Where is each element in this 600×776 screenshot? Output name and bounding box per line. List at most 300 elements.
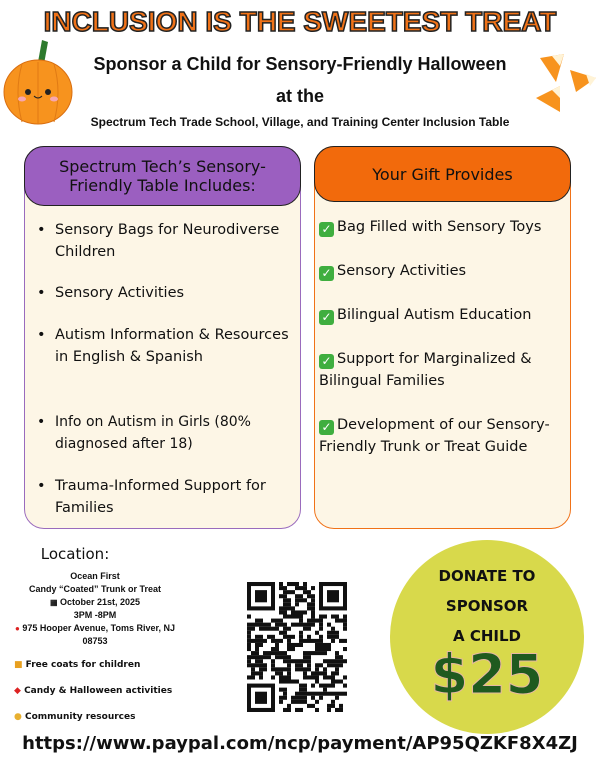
qr-module — [339, 659, 343, 663]
qr-module — [251, 639, 255, 643]
calendar-icon: ▦ — [49, 598, 58, 607]
qr-code[interactable] — [247, 582, 347, 712]
qr-module — [255, 643, 259, 647]
qr-module — [315, 643, 319, 647]
qr-module — [311, 684, 315, 688]
qr-module — [255, 655, 259, 659]
qr-module — [275, 623, 279, 627]
qr-module — [295, 708, 299, 712]
qr-module — [307, 667, 311, 671]
qr-module — [315, 647, 319, 651]
qr-module — [311, 610, 315, 614]
qr-module — [287, 615, 291, 619]
qr-module — [287, 590, 291, 594]
qr-module — [311, 586, 315, 590]
qr-module — [287, 635, 291, 639]
qr-module — [323, 684, 327, 688]
qr-module — [263, 667, 267, 671]
qr-module — [271, 675, 275, 679]
qr-module — [299, 631, 303, 635]
qr-module — [275, 639, 279, 643]
qr-module — [307, 635, 311, 639]
qr-module — [323, 647, 327, 651]
qr-module — [299, 639, 303, 643]
qr-module — [311, 602, 315, 606]
qr-module — [283, 610, 287, 614]
qr-module — [251, 671, 255, 675]
qr-module — [255, 651, 259, 655]
qr-module — [303, 598, 307, 602]
qr-module — [275, 619, 279, 623]
qr-module — [247, 663, 251, 667]
qr-module — [259, 675, 263, 679]
list-item: • Sensory Bags for Neurodiverse Children — [33, 219, 292, 263]
qr-module — [279, 619, 283, 623]
qr-module — [291, 696, 295, 700]
qr-module — [303, 610, 307, 614]
qr-module — [331, 631, 335, 635]
qr-module — [283, 590, 287, 594]
qr-module — [295, 594, 299, 598]
qr-module — [279, 586, 283, 590]
qr-module — [299, 635, 303, 639]
qr-module — [283, 602, 287, 606]
qr-module — [331, 627, 335, 631]
qr-module — [295, 663, 299, 667]
qr-module — [283, 615, 287, 619]
qr-module — [343, 619, 347, 623]
qr-module — [327, 643, 331, 647]
qr-module — [295, 602, 299, 606]
pumpkin-icon — [2, 32, 74, 127]
qr-module — [287, 659, 291, 663]
qr-module — [307, 675, 311, 679]
qr-module — [283, 586, 287, 590]
qr-module — [323, 643, 327, 647]
qr-module — [331, 615, 335, 619]
qr-module — [327, 675, 331, 679]
qr-module — [291, 643, 295, 647]
qr-module — [315, 651, 319, 655]
qr-module — [251, 663, 255, 667]
qr-module — [303, 684, 307, 688]
qr-module — [343, 615, 347, 619]
qr-module — [287, 708, 291, 712]
qr-module — [275, 647, 279, 651]
qr-module — [283, 627, 287, 631]
qr-module — [335, 680, 339, 684]
qr-module — [279, 671, 283, 675]
qr-module — [303, 671, 307, 675]
qr-module — [323, 651, 327, 655]
qr-module — [303, 659, 307, 663]
qr-module — [247, 675, 251, 679]
qr-module — [263, 663, 267, 667]
qr-module — [251, 675, 255, 679]
qr-module — [287, 647, 291, 651]
qr-module — [327, 631, 331, 635]
list-item: • Autism Information & Resources in English & Spanish — [33, 324, 292, 368]
qr-module — [279, 700, 283, 704]
event-address: 975 Hooper Avenue, Toms River, NJ 08753 — [22, 623, 176, 646]
qr-module — [275, 651, 279, 655]
qr-module — [323, 692, 327, 696]
qr-module — [267, 635, 271, 639]
qr-module — [327, 635, 331, 639]
qr-module — [303, 651, 307, 655]
qr-module — [255, 663, 259, 667]
qr-module — [319, 623, 323, 627]
qr-module — [323, 671, 327, 675]
qr-module — [315, 631, 319, 635]
qr-module — [283, 651, 287, 655]
qr-module — [287, 643, 291, 647]
qr-module — [315, 700, 319, 704]
qr-module — [283, 688, 287, 692]
qr-module — [339, 663, 343, 667]
qr-module — [311, 651, 315, 655]
qr-module — [335, 692, 339, 696]
qr-module — [319, 663, 323, 667]
gift-provides-heading: Your Gift Provides — [314, 146, 571, 202]
qr-module — [263, 651, 267, 655]
qr-module — [319, 619, 323, 623]
qr-module — [271, 619, 275, 623]
qr-module — [315, 680, 319, 684]
qr-module — [303, 688, 307, 692]
qr-module — [299, 623, 303, 627]
qr-module — [307, 590, 311, 594]
qr-module — [319, 692, 323, 696]
qr-module — [307, 623, 311, 627]
qr-module — [335, 635, 339, 639]
qr-module — [327, 692, 331, 696]
qr-module — [307, 704, 311, 708]
qr-module — [331, 635, 335, 639]
qr-module — [307, 619, 311, 623]
qr-module — [259, 667, 263, 671]
organization-name: Spectrum Tech Trade School, Village, and Training Center Inclusion Table — [90, 115, 510, 129]
qr-module — [303, 692, 307, 696]
qr-module — [303, 696, 307, 700]
qr-module — [251, 627, 255, 631]
qr-module — [315, 663, 319, 667]
qr-module — [311, 639, 315, 643]
qr-module — [287, 602, 291, 606]
qr-module — [323, 688, 327, 692]
qr-module — [263, 639, 267, 643]
qr-module — [307, 627, 311, 631]
qr-module — [327, 647, 331, 651]
qr-module — [299, 688, 303, 692]
qr-module — [303, 655, 307, 659]
qr-module — [335, 663, 339, 667]
qr-module — [331, 639, 335, 643]
qr-module — [299, 643, 303, 647]
qr-module — [295, 692, 299, 696]
qr-module — [291, 659, 295, 663]
qr-module — [255, 619, 259, 623]
qr-module — [295, 623, 299, 627]
qr-module — [311, 615, 315, 619]
qr-module — [315, 675, 319, 679]
qr-module — [295, 615, 299, 619]
qr-module — [327, 704, 331, 708]
qr-module — [255, 635, 259, 639]
qr-module — [303, 639, 307, 643]
qr-module — [255, 623, 259, 627]
qr-module — [343, 623, 347, 627]
qr-module — [311, 619, 315, 623]
qr-module — [307, 594, 311, 598]
qr-module — [327, 708, 331, 712]
qr-module — [299, 684, 303, 688]
qr-module — [339, 680, 343, 684]
list-item: Development of our Sensory-Friendly Trunk or Treat Guide — [319, 417, 550, 455]
subtitle: Sponsor a Child for Sensory-Friendly Halloween — [93, 54, 507, 74]
qr-module — [283, 655, 287, 659]
donation-amount: $25 — [430, 643, 544, 706]
qr-module — [255, 659, 259, 663]
qr-module — [295, 667, 299, 671]
qr-module — [307, 655, 311, 659]
qr-module — [299, 598, 303, 602]
list-item: Bilingual Autism Education — [337, 307, 532, 323]
qr-module — [255, 671, 259, 675]
qr-module — [287, 671, 291, 675]
subtitle-at-the: at the — [275, 86, 324, 106]
qr-module — [295, 696, 299, 700]
qr-module — [267, 651, 271, 655]
event-name: Candy “Coated” Trunk or Treat — [28, 584, 162, 594]
qr-module — [291, 610, 295, 614]
qr-module — [279, 594, 283, 598]
qr-module — [247, 659, 251, 663]
qr-module — [279, 675, 283, 679]
qr-module — [283, 594, 287, 598]
qr-module — [279, 610, 283, 614]
qr-module — [247, 615, 251, 619]
qr-module — [279, 631, 283, 635]
qr-module — [299, 663, 303, 667]
qr-module — [279, 651, 283, 655]
qr-module — [319, 671, 323, 675]
qr-module — [311, 623, 315, 627]
qr-module — [279, 680, 283, 684]
qr-module — [303, 627, 307, 631]
qr-module — [307, 659, 311, 663]
qr-module — [287, 582, 291, 586]
qr-module — [331, 659, 335, 663]
gift-icon: ■ — [14, 660, 23, 670]
qr-module — [295, 582, 299, 586]
qr-module — [335, 615, 339, 619]
qr-module — [275, 627, 279, 631]
qr-module — [251, 623, 255, 627]
qr-module — [251, 655, 255, 659]
qr-module — [335, 659, 339, 663]
qr-module — [247, 627, 251, 631]
qr-module — [319, 696, 323, 700]
event-time: 3PM -8PM — [73, 610, 117, 620]
qr-module — [303, 675, 307, 679]
qr-module — [311, 598, 315, 602]
qr-module — [287, 606, 291, 610]
qr-module — [283, 631, 287, 635]
qr-module — [283, 659, 287, 663]
qr-module — [335, 667, 339, 671]
qr-module — [259, 643, 263, 647]
qr-module — [299, 619, 303, 623]
qr-module — [299, 610, 303, 614]
perk-item: Community resources — [25, 712, 136, 722]
qr-module — [299, 586, 303, 590]
qr-module — [323, 615, 327, 619]
qr-module — [323, 659, 327, 663]
qr-module — [295, 700, 299, 704]
list-item: Sensory Activities — [337, 263, 467, 279]
list-item: • Sensory Activities — [33, 282, 292, 304]
qr-module — [343, 639, 347, 643]
qr-module — [331, 671, 335, 675]
qr-module — [335, 619, 339, 623]
donate-badge[interactable] — [390, 540, 584, 734]
qr-module — [275, 671, 279, 675]
qr-module — [283, 708, 287, 712]
pin-icon: ● — [14, 624, 20, 633]
qr-module — [295, 598, 299, 602]
payment-link[interactable]: https://www.paypal.com/ncp/payment/AP95QZKF8X4ZJ — [22, 733, 578, 754]
qr-module — [299, 692, 303, 696]
qr-module — [327, 590, 339, 602]
qr-module — [299, 667, 303, 671]
qr-module — [339, 692, 343, 696]
qr-module — [263, 627, 267, 631]
qr-module — [271, 635, 275, 639]
qr-module — [315, 619, 319, 623]
qr-module — [283, 606, 287, 610]
qr-module — [299, 700, 303, 704]
qr-module — [327, 659, 331, 663]
qr-module — [311, 704, 315, 708]
perk-item: Free coats for children — [25, 660, 141, 670]
qr-module — [287, 704, 291, 708]
qr-module — [279, 696, 283, 700]
qr-module — [307, 663, 311, 667]
qr-module — [311, 606, 315, 610]
event-date: October 21st, 2025 — [60, 597, 141, 607]
donate-line: A CHILD — [453, 627, 521, 645]
qr-module — [299, 594, 303, 598]
qr-module — [287, 655, 291, 659]
check-icon: ✓ — [319, 222, 334, 237]
qr-module — [271, 639, 275, 643]
qr-module — [291, 700, 295, 704]
qr-module — [315, 671, 319, 675]
qr-module — [299, 659, 303, 663]
qr-module — [319, 639, 323, 643]
qr-module — [255, 692, 267, 704]
qr-module — [251, 651, 255, 655]
qr-module — [335, 708, 339, 712]
qr-module — [287, 639, 291, 643]
check-icon: ✓ — [319, 310, 334, 325]
qr-module — [335, 671, 339, 675]
qr-module — [263, 623, 267, 627]
qr-module — [287, 663, 291, 667]
qr-module — [339, 655, 343, 659]
qr-module — [247, 643, 251, 647]
qr-module — [295, 659, 299, 663]
qr-module — [287, 667, 291, 671]
qr-module — [279, 655, 283, 659]
qr-module — [283, 598, 287, 602]
qr-module — [295, 643, 299, 647]
qr-module — [259, 663, 263, 667]
gift-provides-panel — [314, 146, 571, 529]
qr-module — [283, 692, 287, 696]
qr-module — [259, 639, 263, 643]
qr-module — [335, 631, 339, 635]
qr-module — [303, 586, 307, 590]
qr-module — [275, 643, 279, 647]
qr-module — [247, 647, 251, 651]
qr-module — [279, 688, 283, 692]
venue: Ocean First — [70, 571, 120, 581]
qr-module — [339, 708, 343, 712]
qr-module — [335, 696, 339, 700]
qr-module — [271, 627, 275, 631]
check-icon: ✓ — [319, 420, 334, 435]
qr-module — [331, 692, 335, 696]
qr-module — [311, 675, 315, 679]
list-item: • Info on Autism in Girls (80% diagnosed after 18) — [33, 411, 292, 455]
qr-module — [291, 635, 295, 639]
qr-module — [331, 700, 335, 704]
qr-module — [335, 651, 339, 655]
qr-module — [255, 590, 267, 602]
qr-module — [271, 647, 275, 651]
qr-module — [267, 627, 271, 631]
qr-module — [287, 675, 291, 679]
qr-module — [263, 655, 267, 659]
qr-module — [331, 663, 335, 667]
qr-module — [291, 606, 295, 610]
qr-module — [319, 643, 323, 647]
qr-module — [331, 684, 335, 688]
qr-module — [283, 675, 287, 679]
qr-module — [287, 680, 291, 684]
qr-module — [283, 696, 287, 700]
qr-module — [291, 582, 295, 586]
donate-line: SPONSOR — [445, 597, 529, 615]
qr-module — [335, 655, 339, 659]
qr-module — [303, 623, 307, 627]
qr-module — [247, 655, 251, 659]
qr-module — [271, 651, 275, 655]
qr-module — [255, 647, 259, 651]
qr-module — [315, 708, 319, 712]
qr-module — [319, 615, 323, 619]
qr-module — [303, 700, 307, 704]
page-title: INCLUSION IS THE SWEETEST TREAT — [43, 6, 557, 37]
candy-icon: ◆ — [14, 686, 21, 696]
perk-item: Candy & Halloween activities — [24, 686, 173, 696]
qr-module — [343, 647, 347, 651]
qr-module — [283, 680, 287, 684]
qr-module — [275, 655, 279, 659]
qr-module — [283, 667, 287, 671]
